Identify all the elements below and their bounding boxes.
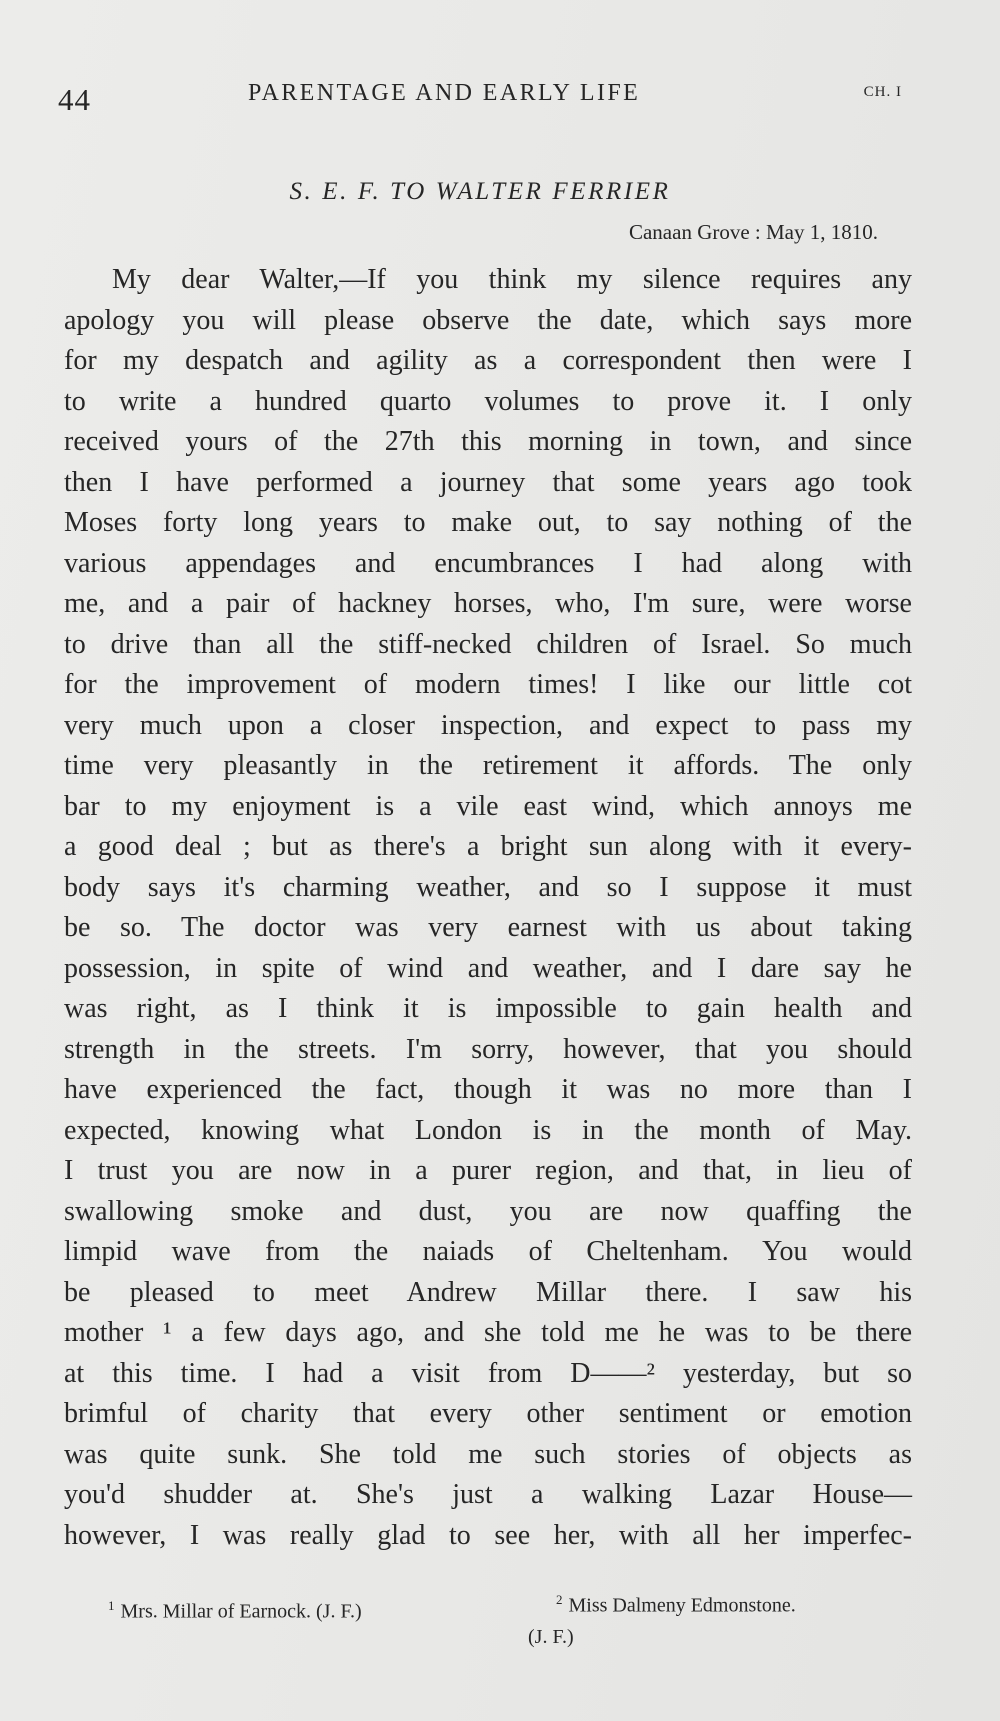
footnote-text: Miss Dalmeny Edmonstone. <box>568 1594 796 1617</box>
body-line: bar to my enjoyment is a vile east wind, which annoys me <box>64 790 912 822</box>
body-line: be pleased to meet Andrew Millar there. I saw his <box>64 1276 912 1308</box>
body-line: have experienced the fact, though it was no more than I <box>64 1074 912 1105</box>
letter-heading: S. E. F. TO WALTER FERRIER <box>289 178 671 205</box>
body-line: swallowing smoke and dust, you are now quaffing the <box>64 1195 912 1227</box>
body-line: My dear Walter,—If you think my silence requires any <box>112 264 912 295</box>
body-line: time very pleasantly in the retirement it affords. The only <box>64 750 912 781</box>
body-line: was right, as I think it is impossible to gain health and <box>64 993 912 1024</box>
running-title: PARENTAGE AND EARLY LIFE <box>248 80 641 106</box>
body-line: then I have performed a journey that some years ago took <box>64 466 912 498</box>
body-line: received yours of the 27th this morning in town, and since <box>64 426 912 457</box>
body-line: for my despatch and agility as a correspondent then were I <box>64 345 912 376</box>
footnote-1 <box>108 1598 362 1624</box>
body-line: limpid wave from the naiads of Cheltenham. You would <box>64 1236 912 1267</box>
body-line: I trust you are now in a purer region, and that, in lieu of <box>64 1155 912 1186</box>
body-line: possession, in spite of wind and weather, and I dare say he <box>64 952 912 984</box>
body-line: Moses forty long years to make out, to say nothing of the <box>64 507 912 538</box>
footnote-marker: 1 <box>108 1598 115 1613</box>
body-line: however, I was really glad to see her, with all her imperfec- <box>64 1519 912 1551</box>
body-line: mother ¹ a few days ago, and she told me he was to be there <box>64 1317 912 1348</box>
body-line: to drive than all the stiff-necked children of Israel. So much <box>64 628 912 660</box>
footnotes <box>108 1590 918 1660</box>
footnote-2 <box>556 1592 796 1618</box>
body-line: was quite sunk. She told me such stories of objects as <box>64 1438 912 1470</box>
body-line: very much upon a closer inspection, and expect to pass my <box>64 709 912 741</box>
body-line: various appendages and encumbrances I had along with <box>64 547 912 579</box>
body-line: be so. The doctor was very earnest with us about taking <box>64 912 912 943</box>
body-line: brimful of charity that every other sentiment or emotion <box>64 1398 912 1429</box>
body-line: expected, knowing what London is in the month of May. <box>64 1114 912 1146</box>
body-line: strength in the streets. I'm sorry, however, that you should <box>64 1033 912 1065</box>
body-line: to write a hundred quarto volumes to prove it. I only <box>64 385 912 417</box>
body-line: body says it's charming weather, and so I suppose it must <box>64 871 912 903</box>
body-line: apology you will please observe the date, which says more <box>64 304 912 336</box>
letter-body <box>64 260 912 1556</box>
page-number: 44 <box>58 82 91 117</box>
letter-dateline: Canaan Grove : May 1, 1810. <box>628 220 878 244</box>
body-line: a good deal ; but as there's a bright sun along with it every- <box>64 831 912 862</box>
footnote-2-continued: (J. F.) <box>528 1626 574 1648</box>
chapter-label: CH. I <box>863 84 902 100</box>
body-line: for the improvement of modern times! I like our little cot <box>64 669 912 700</box>
body-line: me, and a pair of hackney horses, who, I'm sure, were worse <box>64 588 912 619</box>
footnote-marker: 2 <box>556 1592 563 1607</box>
footnote-text: Mrs. Millar of Earnock. (J. F.) <box>120 1600 362 1623</box>
running-head <box>58 78 908 118</box>
body-line: at this time. I had a visit from D——² yesterday, but so <box>64 1357 912 1389</box>
body-line: you'd shudder at. She's just a walking Lazar House— <box>64 1479 912 1510</box>
